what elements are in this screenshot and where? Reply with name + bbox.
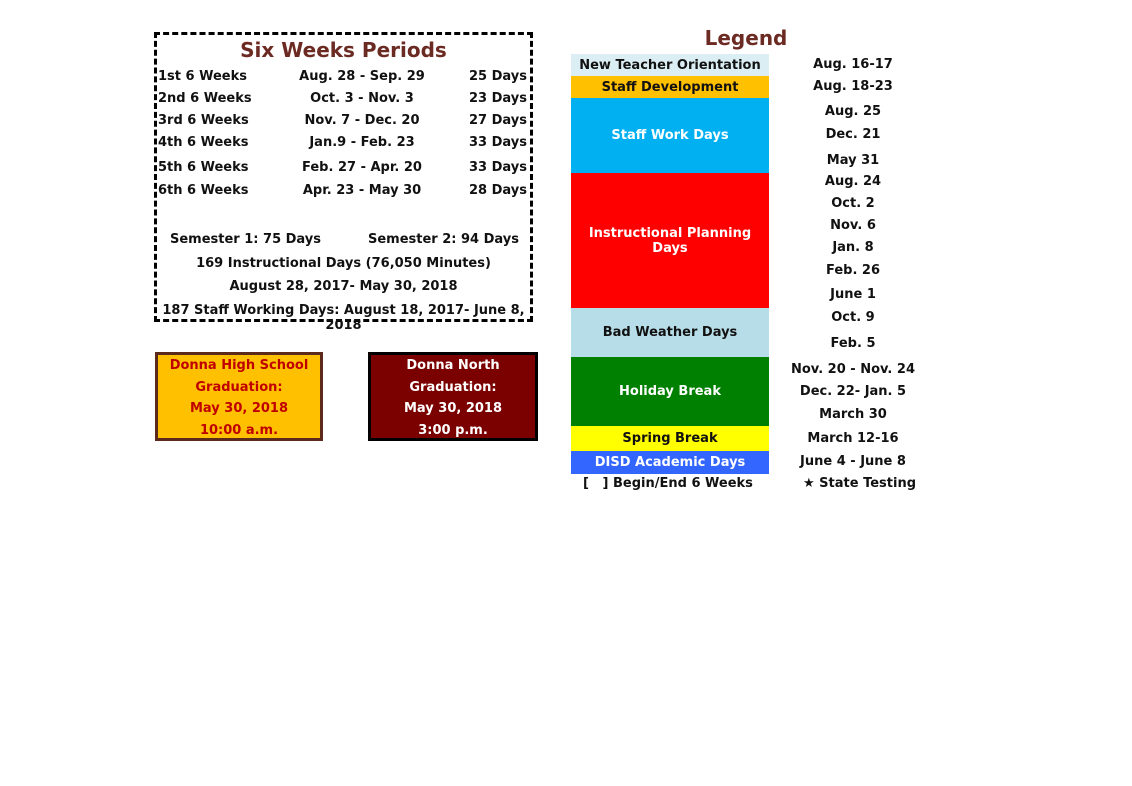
donna-high-school-graduation	[155, 352, 323, 441]
period-days: 33 Days	[469, 135, 527, 150]
legend-date: Aug. 24	[824, 174, 882, 189]
legend-date: Nov. 20 - Nov. 24	[790, 362, 915, 377]
legend-bad-weather-days: Bad Weather Days	[571, 308, 769, 357]
six-weeks-periods-box	[154, 32, 533, 333]
legend-date: June 4 - June 8	[800, 454, 906, 469]
period-row	[157, 160, 530, 178]
state-testing-note: ★ State Testing	[803, 476, 917, 491]
period-name: 6th 6 Weeks	[158, 183, 249, 198]
legend-date: May 31	[826, 153, 880, 168]
semester-2-summary: Semester 2: 94 Days	[367, 232, 519, 247]
legend-date: March 30	[819, 407, 887, 422]
legend-date: Aug. 25	[824, 104, 882, 119]
period-days: 25 Days	[469, 69, 527, 84]
period-days: 33 Days	[469, 160, 527, 175]
legend-date: Oct. 9	[831, 310, 875, 325]
period-name: 2nd 6 Weeks	[158, 91, 252, 106]
period-dates: Oct. 3 - Nov. 3	[310, 91, 414, 106]
period-dates: Aug. 28 - Sep. 29	[299, 69, 425, 84]
legend-holiday-break: Holiday Break	[571, 357, 769, 426]
legend-disd-academic-days: DISD Academic Days	[571, 451, 769, 474]
graduation-label: Graduation:	[195, 379, 283, 395]
legend-date: Feb. 5	[830, 336, 876, 351]
legend-date: Aug. 18-23	[813, 79, 893, 94]
graduation-date: May 30, 2018	[403, 401, 503, 416]
begin-end-6-weeks-note: [ ] Begin/End 6 Weeks	[583, 476, 753, 491]
period-dates: Jan.9 - Feb. 23	[309, 135, 415, 150]
legend-date: Jan. 8	[832, 240, 874, 255]
legend-staff-work-days: Staff Work Days	[571, 98, 769, 173]
period-days: 28 Days	[469, 183, 527, 198]
period-dates: Feb. 27 - Apr. 20	[302, 160, 422, 175]
period-row	[157, 113, 530, 131]
period-dates: Nov. 7 - Dec. 20	[304, 113, 420, 128]
legend-date: Aug. 16-17	[813, 57, 893, 72]
period-days: 27 Days	[469, 113, 527, 128]
graduation-school: Donna High School	[169, 358, 309, 373]
graduation-time: 10:00 a.m.	[199, 422, 279, 438]
legend-date: Oct. 2	[831, 196, 875, 211]
graduation-time: 3:00 p.m.	[418, 422, 488, 438]
legend-date: Feb. 26	[825, 263, 881, 278]
period-row	[157, 135, 530, 153]
graduation-school: Donna North	[406, 358, 500, 373]
donna-north-graduation	[368, 352, 538, 441]
legend-staff-development: Staff Development	[571, 76, 769, 98]
period-name: 5th 6 Weeks	[158, 160, 249, 175]
legend-date: June 1	[830, 287, 876, 302]
six-weeks-title: Six Weeks Periods	[240, 38, 447, 62]
period-row	[157, 91, 530, 109]
staff-working-days: 187 Staff Working Days: August 18, 2017- June 8, 2018	[162, 303, 525, 333]
period-days: 23 Days	[469, 91, 527, 106]
graduation-label: Graduation:	[409, 379, 497, 395]
graduation-date: May 30, 2018	[189, 401, 289, 416]
period-row	[157, 69, 530, 87]
legend-instructional-planning-days: Instructional Planning Days	[571, 173, 769, 308]
period-name: 3rd 6 Weeks	[158, 113, 249, 128]
legend-date: Nov. 6	[830, 218, 876, 233]
legend-spring-break: Spring Break	[571, 426, 769, 451]
legend-title: Legend	[704, 26, 788, 50]
school-year-range: August 28, 2017- May 30, 2018	[229, 279, 458, 294]
legend-date: Dec. 22- Jan. 5	[799, 384, 907, 399]
legend-date: Dec. 21	[825, 127, 881, 142]
legend-date: March 12-16	[807, 431, 899, 446]
period-name: 1st 6 Weeks	[158, 69, 247, 84]
period-row	[157, 183, 530, 201]
legend-new-teacher-orientation: New Teacher Orientation	[571, 54, 769, 76]
instructional-days-summary: 169 Instructional Days (76,050 Minutes)	[196, 256, 491, 271]
period-name: 4th 6 Weeks	[158, 135, 249, 150]
semester-1-summary: Semester 1: 75 Days	[170, 232, 322, 247]
period-dates: Apr. 23 - May 30	[302, 183, 422, 198]
